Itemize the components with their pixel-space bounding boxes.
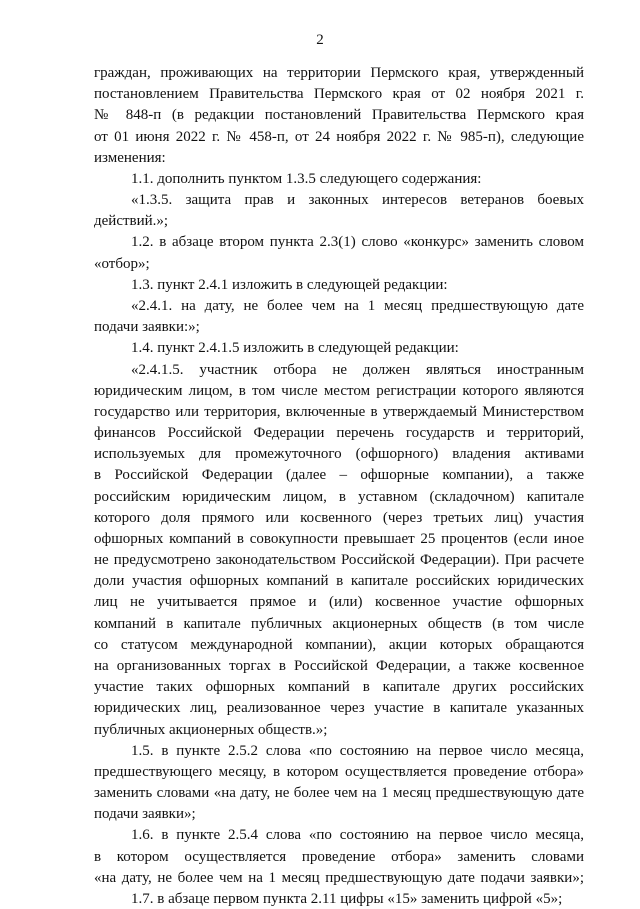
- text-line: не предусмотрено законодательством Российской Федерации). При расчете: [94, 552, 584, 568]
- text-line: используемых для промежуточного (офшорного) владения активами: [94, 446, 584, 462]
- text-line: «отбор»;: [94, 256, 150, 272]
- text-line: 1.5. в пункте 2.5.2 слова «по состоянию на первое число месяца,: [131, 743, 584, 759]
- text-line: 1.2. в абзаце втором пункта 2.3(1) слово «конкурс» заменить словом: [131, 234, 584, 250]
- text-line: государство или территория, включенные в утверждаемый Министерством: [94, 404, 584, 420]
- text-line: изменения:: [94, 150, 166, 166]
- text-line: № 848-п (в редакции постановлений Правительства Пермского края: [94, 107, 584, 123]
- text-line: публичных акционерных обществ.»;: [94, 722, 328, 738]
- text-line: «2.4.1. на дату, не более чем на 1 месяц предшествующую дате: [131, 298, 584, 314]
- text-line: 1.6. в пункте 2.5.4 слова «по состоянию на первое число месяца,: [131, 827, 584, 843]
- text-line: 1.7. в абзаце первом пункта 2.11 цифры «15» заменить цифрой «5»;: [131, 891, 563, 907]
- text-line: юридическим лицом, в том числе местом регистрации которого являются: [94, 383, 584, 399]
- text-line: подачи заявки»;: [94, 806, 196, 822]
- text-line: граждан, проживающих на территории Пермского края, утвержденный: [94, 65, 584, 81]
- text-line: 1.4. пункт 2.4.1.5 изложить в следующей редакции:: [131, 340, 459, 356]
- text-line: офшорных компаний в совокупности превышает 25 процентов (если иное: [94, 531, 584, 547]
- text-line: «1.3.5. защита прав и законных интересов ветеранов боевых: [131, 192, 584, 208]
- text-line: на организованных торгах в Российской Федерации, а также косвенное: [94, 658, 584, 674]
- text-line: постановлением Правительства Пермского края от 02 ноября 2021 г.: [94, 86, 584, 102]
- text-line: в Российской Федерации (далее – офшорные компании), а также: [94, 467, 584, 483]
- text-line: «на дату, не более чем на 1 месяц предшествующую дате подачи заявки»;: [94, 870, 584, 886]
- text-line: участие таких офшорных компаний в капитале других российских: [94, 679, 584, 695]
- text-line: подачи заявки:»;: [94, 319, 200, 335]
- text-line: действий.»;: [94, 213, 169, 229]
- text-line: финансов Российской Федерации перечень государств и территорий,: [94, 425, 584, 441]
- text-line: лиц не учитывается прямое и (или) косвенное участие офшорных: [94, 594, 584, 610]
- text-line: 1.3. пункт 2.4.1 изложить в следующей редакции:: [131, 277, 448, 293]
- text-line: со статусом международной компании), акции которых обращаются: [94, 637, 584, 653]
- text-line: от 01 июня 2022 г. № 458-п, от 24 ноября 2022 г. № 985-п), следующие: [94, 129, 584, 145]
- text-line: предшествующего месяцу, в котором осуществляется проведение отбора»: [94, 764, 584, 780]
- text-line: доли участия офшорных компаний в капитале российских юридических: [94, 573, 584, 589]
- page-number: 2: [316, 32, 324, 48]
- text-line: юридических лиц, реализованное через участие в капитале указанных: [94, 700, 584, 716]
- text-line: 1.1. дополнить пунктом 1.3.5 следующего содержания:: [131, 171, 482, 187]
- text-line: заменить словами «на дату, не более чем на 1 месяц предшествующую дате: [94, 785, 584, 801]
- text-line: «2.4.1.5. участник отбора не должен являться иностранным: [131, 362, 584, 378]
- text-line: российским юридическим лицом, в уставном (складочном) капитале: [94, 489, 584, 505]
- text-line: которого доля прямого или косвенного (через третьих лиц) участия: [94, 510, 584, 526]
- text-line: в котором осуществляется проведение отбора» заменить словами: [94, 849, 584, 865]
- text-line: компаний в капитале публичных акционерных обществ (в том числе: [94, 616, 584, 632]
